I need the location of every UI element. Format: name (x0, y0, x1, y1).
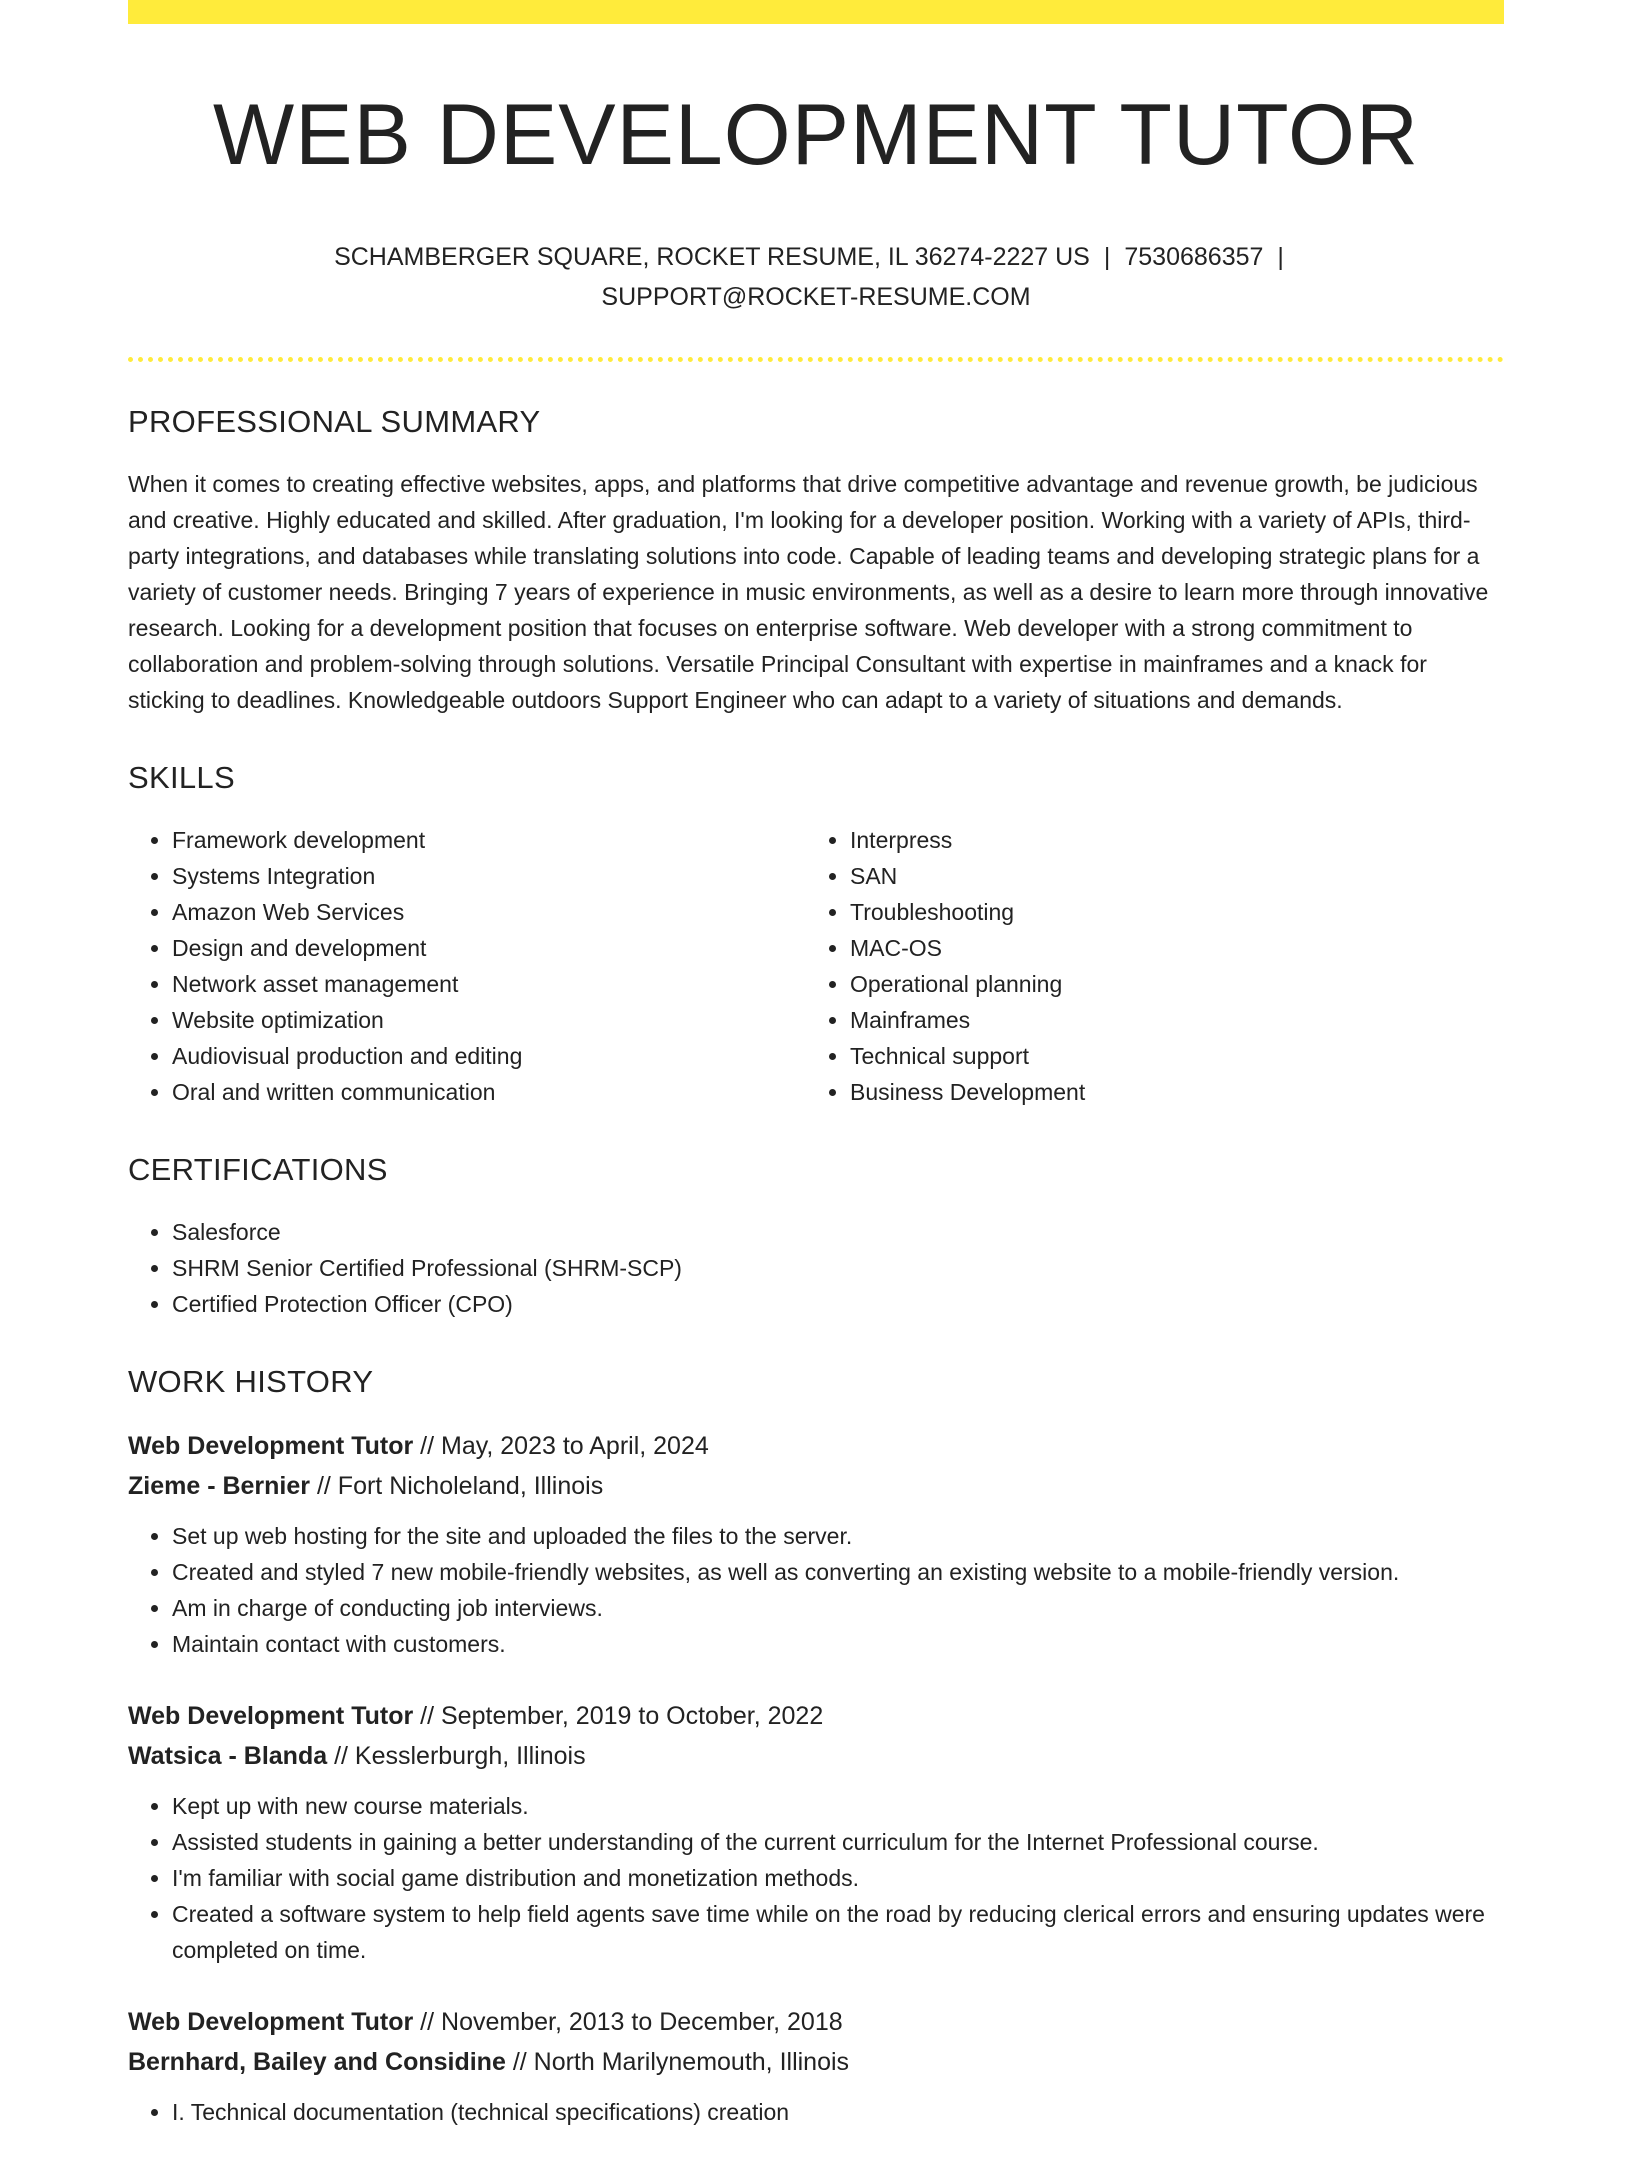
skill-item: • Oral and written communication (172, 1074, 806, 1110)
job-title-line (128, 2002, 1504, 2042)
job-duty-item: • Maintain contact with customers. (172, 1626, 1504, 1662)
job-company: Zieme - Bernier (128, 1472, 311, 1501)
contact-separator: | (1103, 243, 1111, 272)
skill-item: • Technical support (850, 1038, 1484, 1074)
header-divider (128, 357, 1504, 362)
skill-item: • Network asset management (172, 966, 806, 1002)
contact-separator: | (1277, 243, 1284, 272)
skills-column-left (128, 822, 806, 1110)
job-title-line (128, 1696, 1504, 1736)
job-company: Watsica - Blanda (128, 1742, 328, 1771)
job-location: // Fort Nicholeland, Illinois (316, 1472, 604, 1501)
job-dates: // September, 2019 to October, 2022 (420, 1702, 824, 1731)
skill-item: • Design and development (172, 930, 806, 966)
skills-column-right (806, 822, 1484, 1110)
job-title-line (128, 1426, 1504, 1466)
skill-item: • Audiovisual production and editing (172, 1038, 806, 1074)
job-duty-item: • Set up web hosting for the site and uploaded the files to the server. (172, 1518, 1504, 1554)
skill-item: • Troubleshooting (850, 894, 1484, 930)
skills-heading: SKILLS (128, 760, 235, 796)
resume-name: WEB DEVELOPMENT TUTOR (212, 87, 1420, 183)
job-dates: // May, 2023 to April, 2024 (420, 1432, 709, 1461)
job-location: // Kesslerburgh, Illinois (334, 1742, 586, 1771)
job-role: Web Development Tutor (128, 2008, 414, 2037)
job-company-line (128, 1466, 1504, 1506)
skills-list (128, 822, 1504, 1110)
job-company-line (128, 2042, 1504, 2082)
skill-item: • Interpress (850, 822, 1484, 858)
certification-item: • Salesforce (172, 1214, 1504, 1250)
job-duty-item: • Kept up with new course materials. (172, 1788, 1504, 1824)
certifications-heading: CERTIFICATIONS (128, 1152, 388, 1188)
skill-item: • Amazon Web Services (172, 894, 806, 930)
job-dates: // November, 2013 to December, 2018 (420, 2008, 843, 2037)
job-company: Bernhard, Bailey and Considine (128, 2048, 506, 2077)
contact-info (128, 237, 1504, 317)
contact-address: SCHAMBERGER SQUARE, ROCKET RESUME, IL 36274-2227 US (334, 243, 1090, 272)
job-duty-item: • Created and styled 7 new mobile-friendly websites, as well as converting an existing website to a mobile-friendly version. (172, 1554, 1504, 1590)
work-history-heading: WORK HISTORY (128, 1364, 374, 1400)
certification-item: • SHRM Senior Certified Professional (SHRM-SCP) (172, 1250, 1504, 1286)
skill-item: • Website optimization (172, 1002, 806, 1038)
contact-email: SUPPORT@ROCKET-RESUME.COM (601, 283, 1031, 312)
top-accent-bar (128, 0, 1504, 24)
job-role: Web Development Tutor (128, 1702, 414, 1731)
job-duties (128, 1518, 1504, 1662)
summary-text: When it comes to creating effective websites, apps, and platforms that drive competitive advantage and revenue growth, be judicious and creative. Highly educated and skilled. After graduation, I'm looking for a developer position. Working with a variety of APIs, third-party integrations, and databases while translating solutions into code. Capable of leading teams and developing strategic plans for a variety of customer needs. Bringing 7 years of experience in music environments, as well as a desire to learn more through innovative research. Looking for a development position that focuses on enterprise software. Web developer with a strong commitment to collaboration and problem-solving through solutions. Versatile Principal Consultant with expertise in mainframes and a knack for sticking to deadlines. Knowledgeable outdoors Support Engineer who can adapt to a variety of situations and demands. (128, 471, 1489, 714)
job-entry (128, 1696, 1504, 1968)
skill-item: • Business Development (850, 1074, 1484, 1110)
job-duties (128, 1788, 1504, 1968)
contact-phone: 7530686357 (1124, 243, 1264, 272)
job-company-line (128, 1736, 1504, 1776)
job-duty-item: • I. Technical documentation (technical specifications) creation (172, 2094, 1504, 2130)
job-role: Web Development Tutor (128, 1432, 414, 1461)
job-duty-item: • Am in charge of conducting job interviews. (172, 1590, 1504, 1626)
skill-item: • Systems Integration (172, 858, 806, 894)
job-entry (128, 1426, 1504, 1662)
skill-item: • Operational planning (850, 966, 1484, 1002)
job-duty-item: • I'm familiar with social game distribution and monetization methods. (172, 1860, 1504, 1896)
summary-heading: PROFESSIONAL SUMMARY (128, 404, 541, 440)
skill-item: • Mainframes (850, 1002, 1484, 1038)
skill-item: • MAC-OS (850, 930, 1484, 966)
skill-item: • Framework development (172, 822, 806, 858)
certifications-list (128, 1214, 1504, 1322)
job-duty-item: • Assisted students in gaining a better understanding of the current curriculum for the Internet Professional course. (172, 1824, 1504, 1860)
job-duty-item: • Created a software system to help field agents save time while on the road by reducing clerical errors and ensuring updates were completed on time. (172, 1896, 1504, 1968)
job-duties (128, 2094, 1504, 2130)
job-entry (128, 2002, 1504, 2130)
resume-page (128, 0, 1504, 2164)
certification-item: • Certified Protection Officer (CPO) (172, 1286, 1504, 1322)
job-location: // North Marilynemouth, Illinois (512, 2048, 850, 2077)
skill-item: • SAN (850, 858, 1484, 894)
